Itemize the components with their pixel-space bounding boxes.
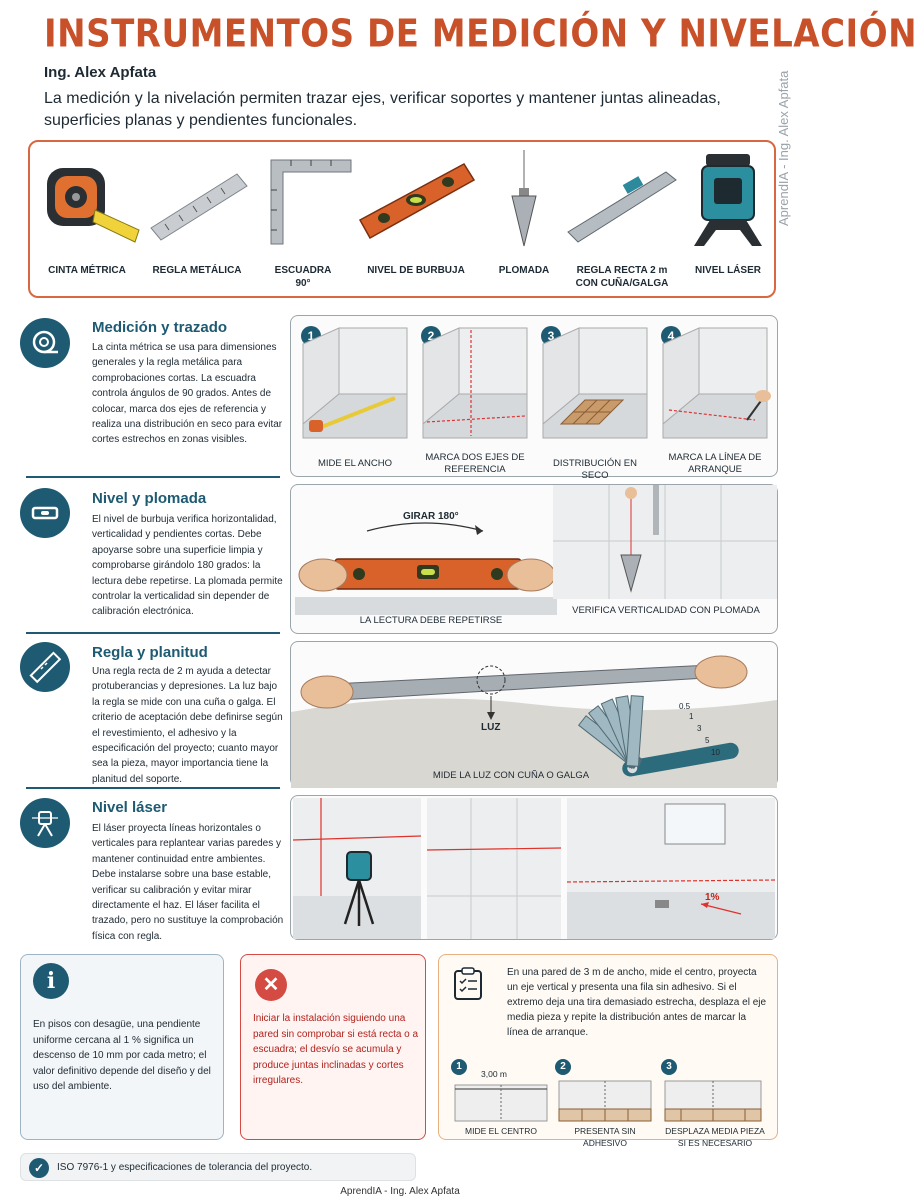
section-text-medicion: La cinta métrica se usa para dimensiones generales y la regla metálica para comprobaciones cortas. La escuadra controla ángulos de 90 grados. Antes de colocar, marca dos ejes de referencia y realiza una distribución en seco para evitar cortes estrechos en zonas visibles. [92, 342, 283, 446]
tool-label: REGLA RECTA 2 m CON CUÑA/GALGA [575, 265, 669, 289]
step-caption: MIDE EL ANCHO [317, 458, 393, 469]
tape-measure-icon [35, 150, 139, 250]
divider [26, 787, 280, 789]
caption-plumb: VERIFICA VERTICALIDAD CON PLOMADA [572, 605, 760, 616]
section-title-regla: Regla y planitud [92, 644, 208, 661]
tool-spirit-level [356, 150, 476, 292]
gauge-label: 1 [689, 712, 694, 721]
warning-box [240, 954, 426, 1140]
clipboard-icon [453, 967, 483, 1001]
slope-label: 1% [705, 892, 720, 903]
divider [26, 476, 280, 478]
level-icon [32, 500, 58, 526]
footer: AprendIA - Ing. Alex Apfata [340, 1186, 460, 1197]
tools-panel [28, 140, 776, 298]
tool-straightedge [566, 150, 678, 292]
laser-icon [32, 810, 58, 836]
reference-text: ISO 7976-1 y especificaciones de tolerancia del proyecto. [57, 1162, 313, 1173]
divider [26, 632, 280, 634]
luz-label: LUZ [481, 722, 501, 733]
check-icon: ✓ [29, 1158, 49, 1178]
example-step-2 [555, 1059, 655, 1148]
step-1 [299, 324, 411, 474]
panel-regla [290, 641, 778, 787]
step-caption: MIDE EL CENTRO [465, 1126, 537, 1136]
caption-regla: MIDE LA LUZ CON CUÑA O GALGA [432, 770, 590, 781]
wall-center-diagram [451, 1077, 551, 1123]
straightedge-icon [566, 150, 678, 250]
tool-label: ESCUADRA 90° [274, 265, 332, 289]
laser-icon-badge [20, 798, 70, 848]
step-number: 2 [421, 326, 441, 346]
shift-half-tile-diagram [661, 1077, 765, 1123]
gauge-label: 5 [705, 736, 710, 745]
rotate-label: GIRAR 180° [403, 511, 459, 522]
metal-ruler-icon [145, 150, 249, 250]
step-number: 3 [661, 1059, 677, 1075]
step-number: 1 [301, 326, 321, 346]
step-number: 4 [661, 326, 681, 346]
spirit-level-icon [356, 150, 476, 250]
step-3 [539, 324, 651, 481]
intro-text: La medición y la nivelación permiten trazar ejes, verificar soportes y mantener juntas alineadas, superficies planas y pendientes funcionales. [44, 90, 721, 129]
corner-axes-illustration [419, 324, 531, 444]
section-text-laser: El láser proyecta líneas horizontales o verticales para replantear varias paredes y mantener continuidad entre ambientes. Debe instalarse sobre una base estable, verificar su calibración y evitar mirar directamente el haz. El láser facilita el trazado, pero no sustituye la comprobación física con regla. [92, 823, 284, 942]
tool-label: NIVEL DE BURBUJA [367, 265, 465, 276]
gauge-label: 10 [711, 748, 720, 757]
page-title: INSTRUMENTOS DE MEDICIÓN Y NIVELACIÓN [44, 12, 917, 57]
corner-tape-illustration [299, 324, 411, 444]
panel-medicion [290, 315, 778, 481]
ruler-icon [32, 654, 58, 680]
tool-label: CINTA MÉTRICA [48, 265, 126, 276]
plumb-wall-illustration [553, 485, 777, 599]
example-step-1 [451, 1059, 551, 1139]
straightedge-floor-illustration [291, 642, 777, 788]
tool-laser-level [680, 150, 776, 292]
laser-level-icon [680, 150, 776, 250]
tool-label: PLOMADA [498, 265, 550, 276]
tape-icon [32, 330, 58, 356]
example-step-3 [661, 1059, 769, 1148]
tool-tape-measure [34, 150, 140, 292]
level-icon-badge [20, 488, 70, 538]
tool-metal-ruler [144, 150, 250, 292]
section-title-laser: Nivel láser [92, 799, 168, 816]
step-caption: DESPLAZA MEDIA PIEZA SI ES NECESARIO [665, 1126, 765, 1148]
caption-level: LA LECTURA DEBE REPETIRSE [359, 615, 503, 626]
step-number: 3 [541, 326, 561, 346]
tool-label: REGLA METÁLICA [152, 265, 242, 276]
info-box [20, 954, 224, 1140]
tape-icon-badge [20, 318, 70, 368]
panel-nivel [290, 484, 778, 634]
author-name: Ing. Alex Apfata [44, 64, 157, 81]
tool-square [250, 150, 356, 292]
section-text-regla: Una regla recta de 2 m ayuda a detectar protuberancias y depresiones. La luz bajo la regla se mide con una cuña o galga. El criterio de aceptación debe definirse según el revestimiento, el adhesivo y la especificación del proyecto; cuanto mayor sea la pieza, mayor importancia tiene la planitud del soporte. [92, 666, 283, 785]
spirit-level-hands-illustration [295, 515, 557, 615]
info-text: En pisos con desagüe, una pendiente uniforme cercana al 1 % significa un descenso de 10 mm por cada metro; el valor definitivo depende del diseño y del uso del ambiente. [33, 1019, 211, 1092]
gauge-label: 3 [697, 724, 702, 733]
tool-label: NIVEL LÁSER [695, 265, 761, 276]
step-caption: MARCA LA LÍNEA DE ARRANQUE [668, 452, 762, 475]
step-4 [659, 324, 771, 474]
ruler-icon-badge [20, 642, 70, 692]
panel-laser [290, 795, 778, 940]
info-icon: i [33, 963, 69, 999]
square-icon [251, 150, 355, 250]
start-line-illustration [659, 324, 771, 444]
step-caption: MARCA DOS EJES DE REFERENCIA [425, 452, 525, 475]
tool-plumb-bob [476, 150, 572, 292]
error-icon: ✕ [255, 969, 287, 1001]
dry-row-diagram [555, 1077, 655, 1123]
step-2 [419, 324, 531, 474]
section-title-nivel: Nivel y plomada [92, 490, 207, 507]
example-box [438, 954, 778, 1148]
laser-rooms-illustration [291, 796, 777, 941]
step-number: 2 [555, 1059, 571, 1075]
step-caption: PRESENTA SIN ADHESIVO [574, 1126, 636, 1148]
width-label: 3,00 m [481, 1069, 507, 1079]
step-caption: DISTRIBUCIÓN EN SECO [553, 458, 637, 481]
reference-bar [20, 1153, 416, 1181]
dry-layout-illustration [539, 324, 651, 444]
section-title-medicion: Medición y trazado [92, 319, 228, 336]
warning-text: Iniciar la instalación siguiendo una pared sin comprobar si está recta o a escuadra; el desvío se acumula y produce juntas inclinadas y cortes irregulares. [253, 1013, 419, 1086]
example-text: En una pared de 3 m de ancho, mide el centro, proyecta un eje vertical y presenta una fila sin adhesivo. Si el extremo deja una tira demasiado estrecha, desplaza el eje media pieza y repite la distribución antes de marcar la línea de arranque. [507, 967, 767, 1038]
step-number: 1 [451, 1059, 467, 1075]
section-text-nivel: El nivel de burbuja verifica horizontalidad, verticalidad y pendientes cortas. Debe apoyarse sobre una superficie limpia y comprobarse girándolo 180 grados: la lectura debe repetirse. La plomada permite controlar la verticalidad sin depender de calibración electrónica. [92, 514, 283, 618]
watermark: AprendIA - Ing. Alex Apfata [776, 70, 791, 226]
plumb-bob-icon [476, 150, 572, 250]
gauge-label: 0.5 [679, 702, 691, 711]
